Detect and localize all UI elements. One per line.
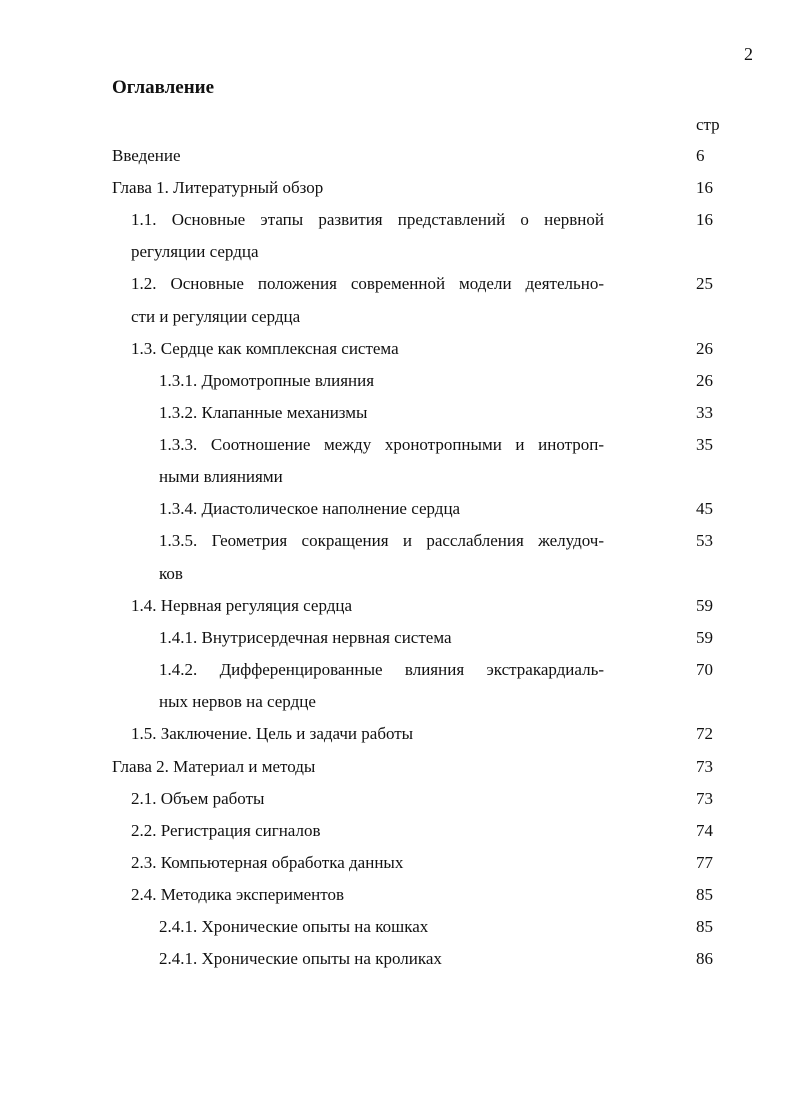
toc-entry-title[interactable]: 1.3.4. Диастолическое наполнение сердца [159, 499, 461, 518]
toc-entry-title[interactable]: 2.2. Регистрация сигналов [131, 821, 321, 840]
toc-entry-page: 53 [696, 531, 713, 550]
toc-entry-title[interactable]: 1.3.2. Клапанные механизмы [159, 403, 368, 422]
toc-entry-page: 26 [696, 371, 713, 390]
toc-entry-page: 70 [696, 660, 713, 679]
toc-entry-page: 85 [696, 917, 713, 936]
toc-entry-title[interactable]: 1.4.1. Внутрисердечная нервная система [159, 628, 452, 647]
toc-entry-title[interactable]: Глава 2. Материал и методы [112, 757, 316, 776]
toc-entry-title[interactable]: 1.2. Основные положения современной модели деятельно- [131, 274, 604, 293]
toc-entry-title[interactable]: 2.4. Методика экспериментов [131, 885, 344, 904]
toc-entry-title[interactable]: Введение [112, 146, 181, 165]
toc-entry-page: 33 [696, 403, 713, 422]
toc-entry-page: 73 [696, 789, 713, 808]
toc-entry-page: 85 [696, 885, 713, 904]
toc-entry-page: 25 [696, 274, 713, 293]
page-column-header: стр [696, 115, 720, 134]
toc-entry-title[interactable]: 2.4.1. Хронические опыты на кошках [159, 917, 429, 936]
toc-entry-page: 16 [696, 210, 713, 229]
toc-entry-title[interactable]: 1.3.3. Соотношение между хронотропными и инотроп- [159, 435, 604, 454]
toc-entry-title[interactable]: 1.4.2. Дифференцированные влияния экстракардиаль- [159, 660, 604, 679]
toc-entry-page: 59 [696, 596, 713, 615]
toc-entry-title[interactable]: 2.3. Компьютерная обработка данных [131, 853, 404, 872]
toc-entry-title[interactable]: 1.3.1. Дромотропные влияния [159, 371, 375, 390]
toc-entry-title-continuation: ков [159, 564, 183, 583]
toc-entry-page: 26 [696, 339, 713, 358]
toc-entry-title-continuation: регуляции сердца [131, 242, 259, 261]
toc-entry-title[interactable]: 1.3.5. Геометрия сокращения и расслабления желудоч- [159, 531, 604, 550]
page-number: 2 [744, 44, 753, 64]
toc-entry-title[interactable]: Глава 1. Литературный обзор [112, 178, 324, 197]
toc-entry-title[interactable]: 1.4. Нервная регуляция сердца [131, 596, 353, 615]
toc-entry-title[interactable]: 2.1. Объем работы [131, 789, 265, 808]
page-title: Оглавление [112, 77, 215, 98]
toc-entry-page: 35 [696, 435, 713, 454]
toc-entry-title[interactable]: 2.4.1. Хронические опыты на кроликах [159, 949, 442, 968]
toc-entry-page: 72 [696, 724, 713, 743]
toc-entry-title-continuation: ных нервов на сердце [159, 692, 316, 711]
toc-entry-page: 45 [696, 499, 713, 518]
toc-entry-page: 74 [696, 821, 713, 840]
toc-entry-title-continuation: сти и регуляции сердца [131, 307, 301, 326]
toc-entry-page: 16 [696, 178, 713, 197]
toc-entry-title[interactable]: 1.3. Сердце как комплексная система [131, 339, 399, 358]
toc-entry-title-continuation: ными влияниями [159, 467, 283, 486]
toc-entry-page: 73 [696, 757, 713, 776]
toc-entry-title[interactable]: 1.1. Основные этапы развития представлений о нервной [131, 210, 604, 229]
toc-entry-page: 59 [696, 628, 713, 647]
toc-entry-page: 86 [696, 949, 713, 968]
toc-entry-title[interactable]: 1.5. Заключение. Цель и задачи работы [131, 724, 414, 743]
toc-entry-page: 77 [696, 853, 713, 872]
toc-entry-page: 6 [696, 146, 705, 165]
